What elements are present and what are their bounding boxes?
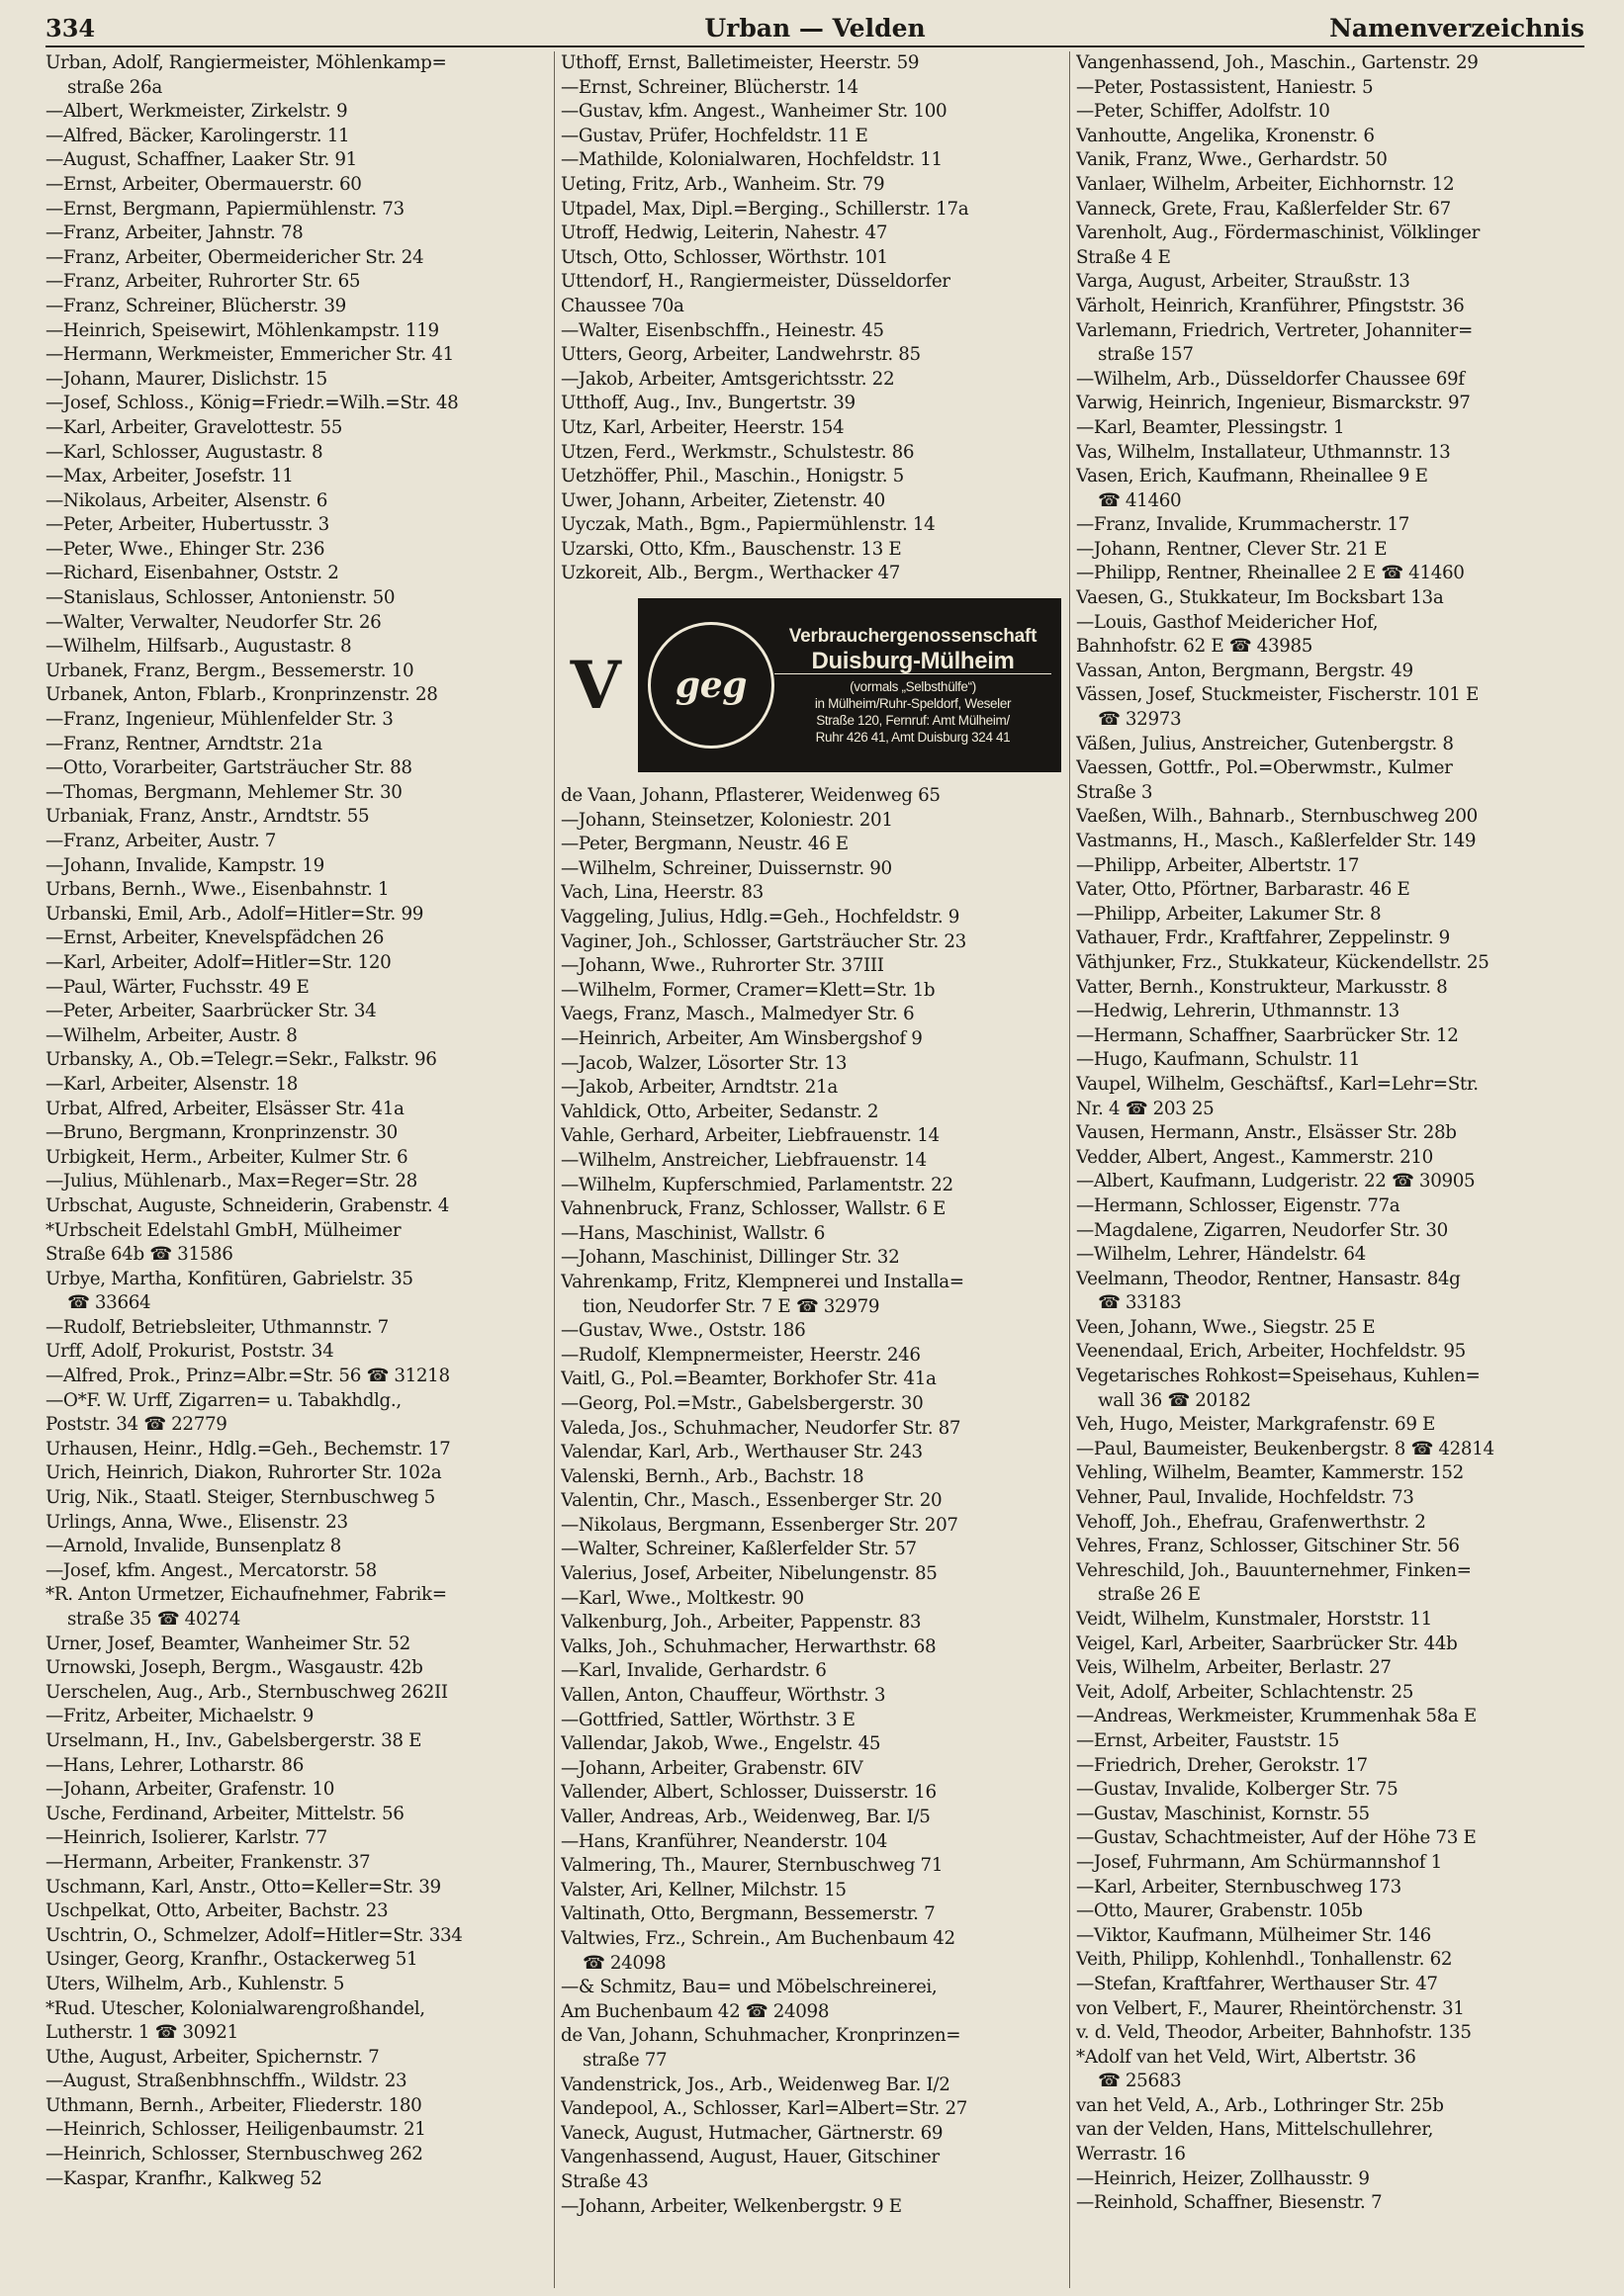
- directory-entry: straße 157: [1098, 344, 1194, 366]
- directory-entry: Valtinath, Otto, Bergmann, Bessemerstr. 7: [561, 1903, 936, 1925]
- ad-title: Verbrauchergenossenschaft: [788, 625, 1038, 647]
- directory-entry: Urbigkeit, Herm., Arbeiter, Kulmer Str. 6: [45, 1146, 408, 1168]
- directory-entry: Vasen, Erich, Kaufmann, Rheinallee 9 E: [1076, 466, 1428, 487]
- directory-entry: Utroff, Hedwig, Leiterin, Nahestr. 47: [561, 222, 888, 244]
- directory-entry: Vathauer, Frdr., Kraftfahrer, Zeppelinstr. 9: [1076, 927, 1450, 949]
- directory-entry: wall 36 ☎ 20182: [1098, 1389, 1251, 1411]
- directory-entry: —Hugo, Kaufmann, Schulstr. 11: [1076, 1049, 1361, 1071]
- directory-entry: Valks, Joh., Schuhmacher, Herwarthstr. 68: [561, 1635, 937, 1657]
- directory-entry: Väthjunker, Frz., Stukkateur, Kückendellstr. 25: [1076, 951, 1489, 973]
- directory-entry: —Wilhelm, Schreiner, Duissernstr. 90: [561, 857, 892, 879]
- directory-entry: Veis, Wilhelm, Arbeiter, Berlastr. 27: [1076, 1657, 1392, 1679]
- directory-entry: —Franz, Arbeiter, Jahnstr. 78: [45, 222, 304, 244]
- directory-entry: —Reinhold, Schaffner, Biesenstr. 7: [1076, 2192, 1383, 2214]
- directory-entry: —Albert, Werkmeister, Zirkelstr. 9: [45, 101, 348, 123]
- directory-entry: Uttendorf, H., Rangiermeister, Düsseldorfer: [561, 271, 950, 293]
- directory-entry: —Peter, Postassistent, Haniestr. 5: [1076, 76, 1374, 98]
- directory-entry: *Adolf van het Veld, Wirt, Albertstr. 36: [1076, 2046, 1416, 2068]
- page-running-title: Urban — Velden: [704, 13, 926, 43]
- directory-entry: —Stefan, Kraftfahrer, Werthauser Str. 47: [1076, 1973, 1438, 1994]
- directory-entry: —O*F. W. Urff, Zigarren= u. Tabakhdlg.,: [45, 1389, 402, 1411]
- directory-entry: Urbat, Alfred, Arbeiter, Elsässer Str. 41a: [45, 1098, 405, 1119]
- directory-entry: Uzkoreit, Alb., Bergm., Werthacker 47: [561, 563, 901, 584]
- directory-entry: —Otto, Maurer, Grabenstr. 105b: [1076, 1900, 1363, 1922]
- directory-entry: Vausen, Hermann, Anstr., Elsässer Str. 28b: [1076, 1122, 1457, 1144]
- directory-entry: —Viktor, Kaufmann, Mülheimer Str. 146: [1076, 1924, 1431, 1946]
- directory-entry: Utzen, Ferd., Werkmstr., Schulstestr. 86: [561, 441, 915, 463]
- directory-entry: Veenendaal, Erich, Arbeiter, Hochfeldstr. 95: [1076, 1341, 1466, 1363]
- directory-entry: —Ernst, Arbeiter, Knevelspfädchen 26: [45, 927, 385, 949]
- directory-entry: —Wilhelm, Hilfsarb., Augustastr. 8: [45, 636, 352, 658]
- directory-entry: —Franz, Arbeiter, Obermeidericher Str. 24: [45, 246, 424, 268]
- directory-entry: Urbanek, Franz, Bergm., Bessemerstr. 10: [45, 660, 414, 681]
- directory-entry: van der Velden, Hans, Mittelschullehrer,: [1076, 2119, 1434, 2141]
- directory-entry: —Hermann, Schaffner, Saarbrücker Str. 12: [1076, 1024, 1459, 1046]
- directory-entry: Vaeßen, Wilh., Bahnarb., Sternbuschweg 200: [1076, 806, 1478, 828]
- directory-entry: —Johann, Maurer, Dislichstr. 15: [45, 368, 327, 390]
- directory-entry: Bahnhofstr. 62 E ☎ 43985: [1076, 636, 1313, 658]
- directory-entry: Veelmann, Theodor, Rentner, Hansastr. 84g: [1076, 1268, 1461, 1289]
- directory-entry: v. d. Veld, Theodor, Arbeiter, Bahnhofstr. 135: [1076, 2022, 1472, 2044]
- directory-entry: Utsch, Otto, Schlosser, Wörthstr. 101: [561, 246, 888, 268]
- column-divider: [1069, 51, 1070, 2288]
- directory-entry: Urnowski, Joseph, Bergm., Wasgaustr. 42b: [45, 1657, 423, 1679]
- directory-entry: *R. Anton Urmetzer, Eichaufnehmer, Fabrik=: [45, 1584, 447, 1606]
- directory-entry: —Thomas, Bergmann, Mehlemer Str. 30: [45, 781, 403, 803]
- ad-line: Straße 120, Fernruf: Amt Mülheim/: [816, 713, 1010, 729]
- directory-entry: —Gustav, kfm. Angest., Wanheimer Str. 100: [561, 101, 947, 123]
- directory-entry: —Ernst, Arbeiter, Obermauerstr. 60: [45, 173, 362, 195]
- directory-entry: Valtwies, Frz., Schrein., Am Buchenbaum 42: [561, 1927, 955, 1949]
- directory-entry: Vanik, Franz, Wwe., Gerhardstr. 50: [1076, 149, 1388, 171]
- directory-entry: Vaitl, G., Pol.=Beamter, Borkhofer Str. 41a: [561, 1369, 937, 1390]
- directory-entry: Varga, August, Arbeiter, Straußstr. 13: [1076, 271, 1410, 293]
- directory-entry: Vach, Lina, Heerstr. 83: [561, 882, 764, 904]
- directory-entry: —Wilhelm, Anstreicher, Liebfrauenstr. 14: [561, 1149, 927, 1171]
- column-2-top-entries: [561, 51, 1065, 586]
- directory-entry: Straße 3: [1076, 781, 1153, 803]
- directory-entry: —Rudolf, Betriebsleiter, Uthmannstr. 7: [45, 1316, 389, 1338]
- directory-entry: Värholt, Heinrich, Kranführer, Pfingststr. 36: [1076, 295, 1465, 316]
- directory-entry: Urbans, Bernh., Wwe., Eisenbahnstr. 1: [45, 879, 390, 901]
- directory-entry: Vandepool, A., Schlosser, Karl=Albert=Str. 27: [561, 2098, 968, 2120]
- directory-entry: —Bruno, Bergmann, Kronprinzenstr. 30: [45, 1122, 398, 1144]
- directory-entry: —Peter, Schiffer, Adolfstr. 10: [1076, 101, 1330, 123]
- directory-entry: Uerschelen, Aug., Arb., Sternbuschweg 262II: [45, 1681, 448, 1703]
- directory-entry: Valeda, Jos., Schuhmacher, Neudorfer Str. 87: [561, 1417, 961, 1439]
- column-2-bottom-entries: [561, 784, 1065, 2219]
- directory-entry: —Arnold, Invalide, Bunsenplatz 8: [45, 1536, 341, 1557]
- directory-entry: ☎ 32973: [1098, 709, 1182, 731]
- directory-entry: Urich, Heinrich, Diakon, Ruhrorter Str. 102a: [45, 1462, 442, 1484]
- directory-entry: —Gustav, Schachtmeister, Auf der Höhe 73 E: [1076, 1827, 1477, 1849]
- directory-entry: —Julius, Mühlenarb., Max=Reger=Str. 28: [45, 1171, 417, 1192]
- directory-entry: —Peter, Arbeiter, Hubertusstr. 3: [45, 514, 329, 536]
- directory-entry: ☎ 33664: [67, 1292, 151, 1314]
- directory-entry: *Rud. Utescher, Kolonialwarengroßhandel,: [45, 1997, 425, 2019]
- directory-entry: Urbye, Martha, Konfitüren, Gabrielstr. 35: [45, 1268, 413, 1289]
- directory-entry: —Johann, Maschinist, Dillinger Str. 32: [561, 1247, 900, 1269]
- directory-entry: straße 35 ☎ 40274: [67, 1609, 241, 1630]
- directory-entry: Werrastr. 16: [1076, 2144, 1186, 2165]
- directory-entry: —Franz, Arbeiter, Ruhrorter Str. 65: [45, 271, 361, 293]
- directory-entry: Vehner, Paul, Invalide, Hochfeldstr. 73: [1076, 1487, 1414, 1509]
- page-number: 334: [45, 13, 96, 43]
- directory-entry: Varenholt, Aug., Fördermaschinist, Völklinger: [1076, 222, 1481, 244]
- directory-entry: Vanlaer, Wilhelm, Arbeiter, Eichhornstr. 12: [1076, 173, 1455, 195]
- directory-entry: Vallender, Albert, Schlosser, Duisserstr. 16: [561, 1782, 937, 1804]
- directory-entry: —Johann, Rentner, Clever Str. 21 E: [1076, 538, 1388, 560]
- directory-entry: —& Schmitz, Bau= und Möbelschreinerei,: [561, 1977, 938, 1998]
- directory-entry: —Philipp, Arbeiter, Lakumer Str. 8: [1076, 903, 1382, 925]
- directory-entry: —Stanislaus, Schlosser, Antonienstr. 50: [45, 587, 396, 609]
- directory-entry: Vahrenkamp, Fritz, Klempnerei und Installa=: [561, 1271, 964, 1292]
- directory-entry: Vanneck, Grete, Frau, Kaßlerfelder Str. 67: [1076, 198, 1451, 220]
- directory-entry: straße 26 E: [1098, 1584, 1201, 1606]
- directory-entry: —Heinrich, Speisewirt, Möhlenkampstr. 119: [45, 319, 439, 341]
- directory-entry: Uzarski, Otto, Kfm., Bauschenstr. 13 E: [561, 538, 902, 560]
- directory-entry: Vassan, Anton, Bergmann, Bergstr. 49: [1076, 660, 1413, 681]
- directory-entry: —Ernst, Schreiner, Blücherstr. 14: [561, 76, 858, 98]
- directory-entry: Urbaniak, Franz, Anstr., Arndtstr. 55: [45, 806, 370, 828]
- directory-entry: —Otto, Vorarbeiter, Gartsträucher Str. 88: [45, 757, 412, 779]
- directory-entry: Vaneck, August, Hutmacher, Gärtnerstr. 69: [561, 2122, 944, 2144]
- directory-entry: Uschtrin, O., Schmelzer, Adolf=Hitler=Str. 334: [45, 1924, 463, 1946]
- directory-entry: —Georg, Pol.=Mstr., Gabelsbergerstr. 30: [561, 1392, 924, 1414]
- directory-entry: Vaegs, Franz, Masch., Malmedyer Str. 6: [561, 1004, 915, 1025]
- directory-entry: Vanhoutte, Angelika, Kronenstr. 6: [1076, 125, 1375, 146]
- directory-entry: —Johann, Arbeiter, Grafenstr. 10: [45, 1779, 335, 1801]
- directory-entry: —Paul, Baumeister, Beukenbergstr. 8 ☎ 42814: [1076, 1438, 1494, 1459]
- directory-entry: —Josef, kfm. Angest., Mercatorstr. 58: [45, 1559, 377, 1581]
- directory-entry: Urban, Adolf, Rangiermeister, Möhlenkamp=: [45, 52, 447, 73]
- directory-entry: —Karl, Arbeiter, Sternbuschweg 173: [1076, 1876, 1401, 1898]
- directory-entry: —Peter, Bergmann, Neustr. 46 E: [561, 834, 849, 855]
- directory-entry: Valentin, Chr., Masch., Essenberger Str. 20: [561, 1490, 943, 1512]
- directory-entry: —Karl, Arbeiter, Alsenstr. 18: [45, 1073, 299, 1095]
- directory-entry: Veit, Adolf, Arbeiter, Schlachtenstr. 25: [1076, 1681, 1414, 1703]
- directory-entry: —Alfred, Bäcker, Karolingerstr. 11: [45, 125, 350, 146]
- directory-entry: —Alfred, Prok., Prinz=Albr.=Str. 56 ☎ 31218: [45, 1366, 450, 1387]
- directory-entry: Uters, Wilhelm, Arb., Kuhlenstr. 5: [45, 1973, 345, 1994]
- directory-entry: Utters, Georg, Arbeiter, Landwehrstr. 85: [561, 344, 921, 366]
- directory-entry: de Van, Johann, Schuhmacher, Kronprinzen=: [561, 2025, 961, 2047]
- advertisement-text: [774, 625, 1051, 746]
- ad-subtitle: Duisburg-Mülheim: [774, 650, 1051, 675]
- geg-logo-icon: geg: [648, 622, 774, 749]
- directory-entry: Urner, Josef, Beamter, Wanheimer Str. 52: [45, 1633, 410, 1654]
- directory-entry: —Philipp, Rentner, Rheinallee 2 E ☎ 41460: [1076, 563, 1465, 584]
- directory-entry: *Urbscheit Edelstahl GmbH, Mülheimer: [45, 1219, 402, 1241]
- advertisement: [638, 598, 1061, 772]
- directory-entry: Urbschat, Auguste, Schneiderin, Grabenstr. 4: [45, 1194, 450, 1216]
- directory-entry: Nr. 4 ☎ 203 25: [1076, 1098, 1215, 1119]
- directory-entry: Varlemann, Friedrich, Vertreter, Johanniter=: [1076, 319, 1473, 341]
- directory-entry: —Kaspar, Kranfhr., Kalkweg 52: [45, 2167, 322, 2189]
- directory-entry: —Richard, Eisenbahner, Oststr. 2: [45, 563, 339, 584]
- directory-entry: Ueting, Fritz, Arb., Wanheim. Str. 79: [561, 173, 885, 195]
- directory-entry: —Franz, Rentner, Arndtstr. 21a: [45, 733, 322, 754]
- directory-entry: —Walter, Schreiner, Kaßlerfelder Str. 57: [561, 1539, 917, 1560]
- section-letter: V: [570, 647, 621, 725]
- directory-entry: —Johann, Invalide, Kampstr. 19: [45, 854, 324, 876]
- directory-entry: —Gottfried, Sattler, Wörthstr. 3 E: [561, 1709, 856, 1730]
- directory-entry: Veigel, Karl, Arbeiter, Saarbrücker Str. 44b: [1076, 1633, 1458, 1654]
- directory-entry: Straße 64b ☎ 31586: [45, 1244, 233, 1266]
- directory-entry: —Andreas, Werkmeister, Krummenhak 58a E: [1076, 1706, 1477, 1727]
- directory-entry: Utthoff, Aug., Inv., Bungertstr. 39: [561, 393, 856, 414]
- directory-entry: —Jakob, Arbeiter, Arndtstr. 21a: [561, 1077, 838, 1099]
- directory-entry: Vegetarisches Rohkost=Speisehaus, Kuhlen=: [1076, 1366, 1481, 1387]
- directory-entry: —Heinrich, Schlosser, Heiligenbaumstr. 21: [45, 2119, 426, 2141]
- directory-entry: Vangenhassend, August, Hauer, Gitschiner: [561, 2147, 940, 2168]
- directory-entry: —Philipp, Arbeiter, Albertstr. 17: [1076, 854, 1360, 876]
- directory-entry: Vahnenbruck, Franz, Schlosser, Wallstr. 6 E: [561, 1198, 946, 1220]
- directory-entry: —Wilhelm, Arbeiter, Austr. 8: [45, 1024, 298, 1046]
- directory-entry: —Gustav, Maschinist, Kornstr. 55: [1076, 1803, 1370, 1824]
- directory-entry: —Hans, Maschinist, Wallstr. 6: [561, 1222, 826, 1244]
- directory-entry: de Vaan, Johann, Pflasterer, Weidenweg 65: [561, 785, 941, 807]
- directory-entry: —Johann, Steinsetzer, Koloniestr. 201: [561, 809, 893, 831]
- directory-entry: Uthmann, Bernh., Arbeiter, Fliederstr. 180: [45, 2094, 422, 2116]
- directory-entry: Varwig, Heinrich, Ingenieur, Bismarckstr. 97: [1076, 393, 1471, 414]
- directory-entry: —Karl, Wwe., Moltkestr. 90: [561, 1587, 804, 1609]
- directory-entry: —Walter, Eisenbschffn., Heinestr. 45: [561, 319, 884, 341]
- directory-entry: Veen, Johann, Wwe., Siegstr. 25 E: [1076, 1316, 1376, 1338]
- directory-entry: Vehling, Wilhelm, Beamter, Kammerstr. 152: [1076, 1462, 1464, 1484]
- directory-entry: —Johann, Arbeiter, Welkenbergstr. 9 E: [561, 2195, 902, 2217]
- section-title: Namenverzeichnis: [1329, 13, 1584, 43]
- directory-entry: Lutherstr. 1 ☎ 30921: [45, 2022, 238, 2044]
- directory-entry: ☎ 33183: [1098, 1292, 1182, 1314]
- directory-entry: Valerius, Josef, Arbeiter, Nibelungenstr. 85: [561, 1563, 938, 1585]
- directory-entry: —Peter, Wwe., Ehinger Str. 236: [45, 538, 325, 560]
- directory-entry: —Karl, Invalide, Gerhardstr. 6: [561, 1660, 827, 1682]
- directory-entry: Uthe, August, Arbeiter, Spichernstr. 7: [45, 2046, 380, 2068]
- directory-entry: —Nikolaus, Bergmann, Essenberger Str. 207: [561, 1514, 958, 1536]
- directory-entry: Chaussee 70a: [561, 295, 684, 316]
- directory-entry: Straße 43: [561, 2170, 649, 2192]
- directory-entry: —Franz, Invalide, Krummacherstr. 17: [1076, 514, 1410, 536]
- directory-entry: Urlings, Anna, Wwe., Elisenstr. 23: [45, 1511, 348, 1533]
- directory-entry: —Hans, Kranführer, Neanderstr. 104: [561, 1830, 888, 1852]
- directory-entry: —Peter, Arbeiter, Saarbrücker Str. 34: [45, 1001, 377, 1022]
- directory-entry: Usche, Ferdinand, Arbeiter, Mittelstr. 56: [45, 1803, 405, 1824]
- directory-entry: —Paul, Wärter, Fuchsstr. 49 E: [45, 976, 310, 998]
- directory-entry: Vedder, Albert, Angest., Kammerstr. 210: [1076, 1146, 1433, 1168]
- column-1: [45, 51, 550, 2191]
- directory-entry: —Franz, Ingenieur, Mühlenfelder Str. 3: [45, 709, 394, 731]
- directory-entry: —Wilhelm, Lehrer, Händelstr. 64: [1076, 1244, 1366, 1266]
- directory-entry: —Wilhelm, Kupferschmied, Parlamentstr. 22: [561, 1174, 953, 1195]
- directory-entry: Vaginer, Joh., Schlosser, Gartsträucher Str. 23: [561, 930, 966, 952]
- directory-entry: —Johann, Arbeiter, Grabenstr. 6IV: [561, 1757, 863, 1779]
- directory-entry: Vaessen, Gottfr., Pol.=Oberwmstr., Kulmer: [1076, 757, 1453, 779]
- directory-entry: Valster, Ari, Kellner, Milchstr. 15: [561, 1879, 847, 1900]
- directory-entry: Vaggeling, Julius, Hdlg.=Geh., Hochfeldstr. 9: [561, 907, 960, 928]
- directory-entry: Vässen, Josef, Stuckmeister, Fischerstr. 101 E: [1076, 684, 1480, 706]
- directory-entry: ☎ 24098: [583, 1952, 667, 1974]
- directory-entry: —Heinrich, Heizer, Zollhausstr. 9: [1076, 2167, 1370, 2189]
- directory-entry: Uthoff, Ernst, Balletimeister, Heerstr. 59: [561, 52, 920, 73]
- directory-entry: Valkenburg, Joh., Arbeiter, Pappenstr. 83: [561, 1612, 922, 1634]
- directory-entry: straße 77: [583, 2049, 668, 2071]
- directory-entry: —Walter, Verwalter, Neudorfer Str. 26: [45, 611, 382, 633]
- directory-entry: —Karl, Beamter, Plessingstr. 1: [1076, 416, 1345, 438]
- directory-entry: —Hans, Lehrer, Lotharstr. 86: [45, 1754, 304, 1776]
- directory-entry: Am Buchenbaum 42 ☎ 24098: [561, 2000, 830, 2022]
- directory-entry: —Josef, Fuhrmann, Am Schürmannshof 1: [1076, 1851, 1442, 1873]
- directory-entry: van het Veld, A., Arb., Lothringer Str. 25b: [1076, 2094, 1444, 2116]
- directory-entry: Veh, Hugo, Meister, Markgrafenstr. 69 E: [1076, 1414, 1436, 1436]
- directory-entry: —Louis, Gasthof Meidericher Hof,: [1076, 611, 1379, 633]
- directory-entry: von Velbert, F., Maurer, Rheintörchenstr. 31: [1076, 1997, 1465, 2019]
- directory-entry: —Friedrich, Dreher, Gerokstr. 17: [1076, 1754, 1368, 1776]
- directory-entry: Vatter, Bernh., Konstrukteur, Markusstr. 8: [1076, 976, 1448, 998]
- directory-entry: Uwer, Johann, Arbeiter, Zietenstr. 40: [561, 489, 885, 511]
- directory-entry: Utpadel, Max, Dipl.=Berging., Schillerstr. 17a: [561, 198, 969, 220]
- directory-entry: Vater, Otto, Pförtner, Barbarastr. 46 E: [1076, 879, 1410, 901]
- directory-entry: Valmering, Th., Maurer, Sternbuschweg 71: [561, 1855, 944, 1877]
- directory-entry: Vahldick, Otto, Arbeiter, Sedanstr. 2: [561, 1101, 879, 1122]
- directory-entry: —Josef, Schloss., König=Friedr.=Wilh.=Str. 48: [45, 393, 459, 414]
- directory-entry: —Heinrich, Isolierer, Karlstr. 77: [45, 1827, 327, 1849]
- directory-entry: Urbanek, Anton, Fblarb., Kronprinzenstr. 28: [45, 684, 438, 706]
- directory-entry: —Mathilde, Kolonialwaren, Hochfeldstr. 11: [561, 149, 943, 171]
- directory-entry: —August, Straßenbhnschffn., Wildstr. 23: [45, 2071, 407, 2092]
- directory-entry: Urhausen, Heinr., Hdlg.=Geh., Bechemstr. 17: [45, 1438, 451, 1459]
- directory-entry: —Gustav, Prüfer, Hochfeldstr. 11 E: [561, 125, 868, 146]
- directory-entry: Vallen, Anton, Chauffeur, Wörthstr. 3: [561, 1685, 886, 1707]
- directory-entry: —Ernst, Arbeiter, Fauststr. 15: [1076, 1729, 1340, 1751]
- ad-line: Ruhr 426 41, Amt Duisburg 324 41: [815, 730, 1011, 746]
- directory-entry: —Franz, Schreiner, Blücherstr. 39: [45, 295, 346, 316]
- directory-entry: Uetzhöffer, Phil., Maschin., Honigstr. 5: [561, 466, 904, 487]
- advertisement-row: [561, 586, 1065, 784]
- column-3: [1076, 51, 1580, 2216]
- directory-entry: —Jacob, Walzer, Lösorter Str. 13: [561, 1052, 848, 1074]
- directory-entry: Urbanski, Emil, Arb., Adolf=Hitler=Str. 99: [45, 903, 424, 925]
- directory-entry: —Magdalene, Zigarren, Neudorfer Str. 30: [1076, 1219, 1448, 1241]
- directory-entry: Vehreschild, Joh., Bauunternehmer, Finken=: [1076, 1559, 1472, 1581]
- directory-entry: Valler, Andreas, Arb., Weidenweg, Bar. I/5: [561, 1807, 931, 1827]
- directory-entry: —Gustav, Wwe., Oststr. 186: [561, 1320, 806, 1342]
- directory-entry: Uschmann, Karl, Anstr., Otto=Keller=Str. 39: [45, 1876, 441, 1898]
- directory-entry: —Jakob, Arbeiter, Amtsgerichtsstr. 22: [561, 368, 895, 390]
- directory-entry: —Karl, Schlosser, Augustastr. 8: [45, 441, 323, 463]
- ad-line: (vormals „Selbsthülfe“): [850, 679, 976, 695]
- directory-entry: —Heinrich, Arbeiter, Am Winsbergshof 9: [561, 1028, 923, 1049]
- directory-entry: —Franz, Arbeiter, Austr. 7: [45, 831, 277, 851]
- directory-entry: straße 26a: [67, 76, 162, 98]
- directory-entry: —Nikolaus, Arbeiter, Alsenstr. 6: [45, 489, 328, 511]
- directory-entry: Urff, Adolf, Prokurist, Poststr. 34: [45, 1341, 334, 1363]
- directory-entry: Vaesen, G., Stukkateur, Im Bocksbart 13a: [1076, 587, 1444, 609]
- directory-entry: Valendar, Karl, Arb., Werthauser Str. 243: [561, 1442, 923, 1463]
- directory-entry: —Karl, Arbeiter, Gravelottestr. 55: [45, 416, 343, 438]
- directory-entry: tion, Neudorfer Str. 7 E ☎ 32979: [583, 1295, 880, 1317]
- directory-entry: Vehres, Franz, Schlosser, Gitschiner Str. 56: [1076, 1536, 1460, 1557]
- directory-entry: Vastmanns, H., Masch., Kaßlerfelder Str. 149: [1076, 831, 1477, 851]
- directory-entry: Vahle, Gerhard, Arbeiter, Liebfrauenstr. 14: [561, 1125, 940, 1147]
- directory-entry: Valenski, Bernh., Arb., Bachstr. 18: [561, 1465, 864, 1487]
- directory-entry: —Heinrich, Schlosser, Sternbuschweg 262: [45, 2144, 423, 2165]
- directory-entry: Vas, Wilhelm, Installateur, Uthmannstr. 13: [1076, 441, 1451, 463]
- directory-entry: —Johann, Wwe., Ruhrorter Str. 37III: [561, 955, 884, 977]
- directory-entry: —Ernst, Bergmann, Papiermühlenstr. 73: [45, 198, 405, 220]
- directory-entry: Veith, Philipp, Kohlenhdl., Tonhallenstr. 62: [1076, 1949, 1453, 1971]
- directory-entry: —Hermann, Schlosser, Eigenstr. 77a: [1076, 1194, 1400, 1216]
- directory-entry: Usinger, Georg, Kranfhr., Ostackerweg 51: [45, 1949, 418, 1971]
- directory-entry: Uschpelkat, Otto, Arbeiter, Bachstr. 23: [45, 1900, 389, 1922]
- directory-entry: Vehoff, Joh., Ehefrau, Grafenwerthstr. 2: [1076, 1511, 1426, 1533]
- directory-entry: Vaupel, Wilhelm, Geschäftsf., Karl=Lehr=Str.: [1076, 1073, 1479, 1095]
- column-divider: [554, 51, 555, 2288]
- directory-entry: —Rudolf, Klempnermeister, Heerstr. 246: [561, 1344, 921, 1366]
- ad-line: in Mülheim/Ruhr-Speldorf, Weseler: [814, 696, 1012, 712]
- directory-entry: —Wilhelm, Former, Cramer=Klett=Str. 1b: [561, 979, 936, 1001]
- directory-entry: —August, Schaffner, Laaker Str. 91: [45, 149, 357, 171]
- directory-entry: Uyczak, Math., Bgm., Papiermühlenstr. 14: [561, 514, 936, 536]
- directory-entry: ☎ 25683: [1098, 2071, 1182, 2092]
- directory-entry: —Hermann, Werkmeister, Emmericher Str. 41: [45, 344, 454, 366]
- directory-entry: —Wilhelm, Arb., Düsseldorfer Chaussee 69f: [1076, 368, 1465, 390]
- directory-entry: Straße 4 E: [1076, 246, 1171, 268]
- directory-entry: Urig, Nik., Staatl. Steiger, Sternbuschweg 5: [45, 1487, 435, 1509]
- directory-entry: Utz, Karl, Arbeiter, Heerstr. 154: [561, 416, 845, 438]
- directory-entry: ☎ 41460: [1098, 489, 1182, 511]
- directory-entry: —Karl, Arbeiter, Adolf=Hitler=Str. 120: [45, 951, 392, 973]
- column-2: [561, 51, 1065, 2219]
- directory-entry: Vandenstrick, Jos., Arb., Weidenweg Bar. I/2: [561, 2074, 950, 2095]
- directory-entry: —Hermann, Arbeiter, Frankenstr. 37: [45, 1851, 371, 1873]
- directory-entry: —Max, Arbeiter, Josefstr. 11: [45, 466, 294, 487]
- directory-entry: Poststr. 34 ☎ 22779: [45, 1414, 227, 1436]
- directory-entry: Vangenhassend, Joh., Maschin., Gartenstr. 29: [1076, 52, 1479, 73]
- directory-entry: —Fritz, Arbeiter, Michaelstr. 9: [45, 1706, 314, 1727]
- directory-entry: —Hedwig, Lehrerin, Uthmannstr. 13: [1076, 1001, 1399, 1022]
- directory-entry: Urbansky, A., Ob.=Telegr.=Sekr., Falkstr. 96: [45, 1049, 437, 1071]
- directory-entry: —Gustav, Invalide, Kolberger Str. 75: [1076, 1779, 1398, 1801]
- directory-entry: —Albert, Kaufmann, Ludgeristr. 22 ☎ 30905: [1076, 1171, 1476, 1192]
- directory-entry: Veidt, Wilhelm, Kunstmaler, Horststr. 11: [1076, 1609, 1432, 1630]
- directory-entry: Urselmann, H., Inv., Gabelsbergerstr. 38 E: [45, 1729, 422, 1751]
- directory-entry: Vallendar, Jakob, Wwe., Engelstr. 45: [561, 1733, 881, 1755]
- directory-entry: Väßen, Julius, Anstreicher, Gutenbergstr. 8: [1076, 733, 1454, 754]
- page-header: [45, 10, 1584, 47]
